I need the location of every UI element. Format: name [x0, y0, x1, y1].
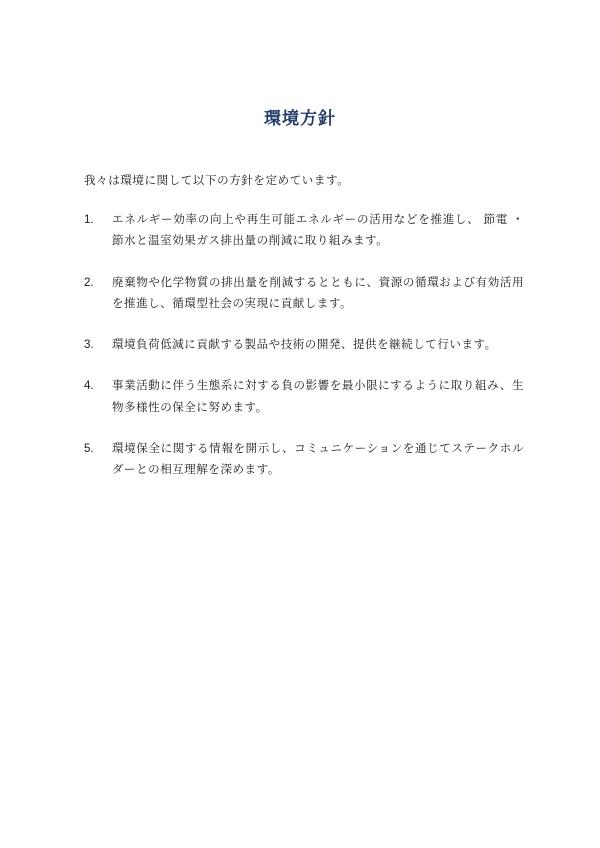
list-item-text: 環境保全に関する情報を開示し、コミュニケーションを通じてステークホルダーとの相互理解を深めます。 — [112, 442, 524, 477]
intro-paragraph: 我々は環境に関して以下の方針を定めています。 — [84, 175, 350, 187]
list-item — [84, 376, 524, 419]
list-item — [84, 210, 524, 253]
list-item-number: 5. — [84, 442, 94, 455]
list-item-number: 4. — [84, 380, 94, 393]
list-item-text: 廃棄物や化学物質の排出量を削減するとともに、資源の循環および有効活用を推進し、循環型社会の実現に貢献します。 — [112, 276, 524, 310]
list-item-number: 2. — [84, 276, 94, 289]
list-item-number: 3. — [84, 339, 94, 352]
list-item — [84, 273, 524, 316]
list-item — [84, 439, 524, 482]
list-item-text: エネルギー効率の向上や再生可能エネルギーの活用などを推進し、 節電 ・節水と温室効果ガス排出量の削減に取り組みます。 — [112, 214, 524, 248]
list-item-text: 事業活動に伴う生態系に対する負の影響を最小限にするように取り組み、生物多様性の保全に努めます。 — [112, 380, 524, 414]
list-item — [84, 335, 524, 356]
page-title: 環境方針 — [264, 109, 336, 128]
list-item-number: 1. — [84, 214, 94, 226]
policy-list — [84, 210, 524, 501]
list-item-text: 環境負荷低減に貢献する製品や技術の開発、提供を継続して行います。 — [112, 339, 497, 352]
